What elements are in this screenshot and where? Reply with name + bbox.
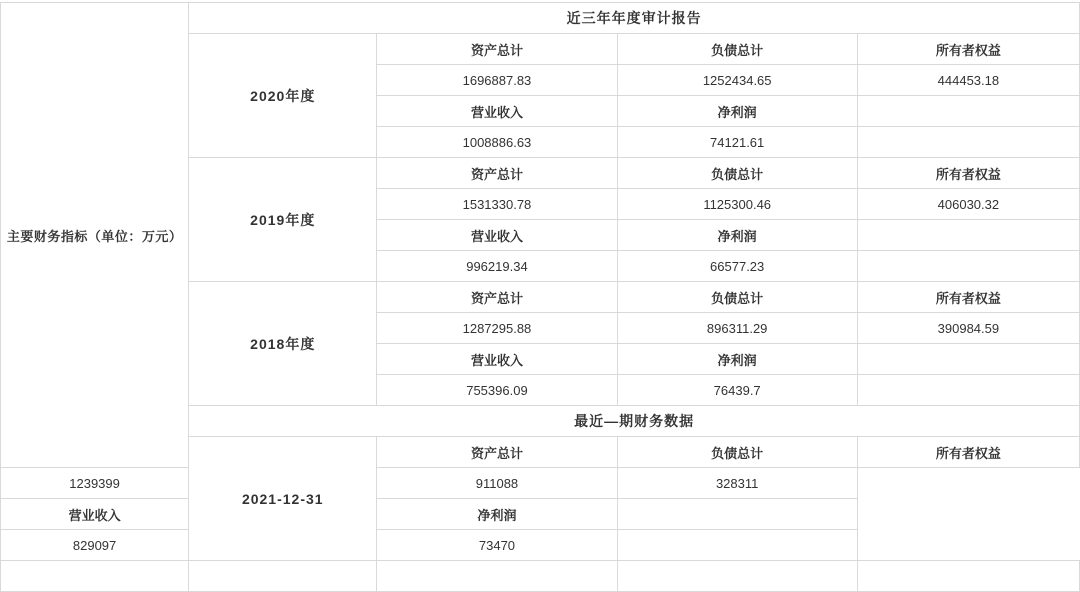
metric-value-owners-equity-latest: 328311 bbox=[617, 468, 857, 499]
row-label-main-financial-indicators: 主要财务指标（单位：万元） bbox=[1, 3, 189, 468]
metric-header-net-profit-2020: 净利润 bbox=[617, 96, 857, 127]
metric-value-net-profit-latest: 73470 bbox=[377, 530, 617, 561]
year-label-2018: 2018年度 bbox=[189, 282, 377, 406]
trailing-cell-d bbox=[857, 561, 1079, 592]
metric-header-owners-equity-2018: 所有者权益 bbox=[857, 282, 1079, 313]
metric-value-total-liabilities-2020: 1252434.65 bbox=[617, 65, 857, 96]
metric-header-total-liabilities-2020: 负债总计 bbox=[617, 34, 857, 65]
metric-header-total-liabilities-latest: 负债总计 bbox=[617, 437, 857, 468]
trailing-cell-c bbox=[617, 561, 857, 592]
metric-value-empty-2018 bbox=[857, 375, 1079, 406]
metric-value-total-liabilities-2019: 1125300.46 bbox=[617, 189, 857, 220]
table-row bbox=[1, 561, 1080, 592]
metric-value-empty-2020 bbox=[857, 127, 1079, 158]
metric-header-total-assets-2018: 资产总计 bbox=[377, 282, 617, 313]
metric-value-empty-latest bbox=[617, 530, 857, 561]
metric-value-operating-revenue-2020: 1008886.63 bbox=[377, 127, 617, 158]
year-label-2020: 2020年度 bbox=[189, 34, 377, 158]
metric-value-net-profit-2019: 66577.23 bbox=[617, 251, 857, 282]
metric-header-net-profit-latest: 净利润 bbox=[377, 499, 617, 530]
metric-header-empty-latest bbox=[617, 499, 857, 530]
table-row bbox=[1, 468, 1080, 499]
metric-header-net-profit-2019: 净利润 bbox=[617, 220, 857, 251]
metric-value-total-liabilities-2018: 896311.29 bbox=[617, 313, 857, 344]
table-row bbox=[1, 3, 1080, 34]
metric-header-operating-revenue-2018: 营业收入 bbox=[377, 344, 617, 375]
metric-header-total-liabilities-2019: 负债总计 bbox=[617, 158, 857, 189]
metric-value-total-liabilities-latest: 911088 bbox=[377, 468, 617, 499]
year-label-2021-12-31: 2021-12-31 bbox=[189, 437, 377, 561]
metric-value-owners-equity-2018: 390984.59 bbox=[857, 313, 1079, 344]
table-row bbox=[1, 530, 1080, 561]
metric-header-owners-equity-2020: 所有者权益 bbox=[857, 34, 1079, 65]
metric-value-total-assets-2018: 1287295.88 bbox=[377, 313, 617, 344]
metric-header-empty-2018 bbox=[857, 344, 1079, 375]
metric-header-total-liabilities-2018: 负债总计 bbox=[617, 282, 857, 313]
metric-value-net-profit-2020: 74121.61 bbox=[617, 127, 857, 158]
metric-header-owners-equity-latest: 所有者权益 bbox=[857, 437, 1079, 468]
table-row bbox=[1, 499, 1080, 530]
metric-header-operating-revenue-2019: 营业收入 bbox=[377, 220, 617, 251]
financial-indicators-table bbox=[0, 2, 1080, 592]
section-title-latest-period: 最近—期财务数据 bbox=[189, 406, 1080, 437]
metric-value-operating-revenue-2018: 755396.09 bbox=[377, 375, 617, 406]
metric-header-empty-2019 bbox=[857, 220, 1079, 251]
metric-value-total-assets-2020: 1696887.83 bbox=[377, 65, 617, 96]
metric-header-operating-revenue-latest: 营业收入 bbox=[1, 499, 189, 530]
metric-header-total-assets-2019: 资产总计 bbox=[377, 158, 617, 189]
metric-header-total-assets-2020: 资产总计 bbox=[377, 34, 617, 65]
year-label-2019: 2019年度 bbox=[189, 158, 377, 282]
metric-value-owners-equity-2020: 444453.18 bbox=[857, 65, 1079, 96]
metric-header-owners-equity-2019: 所有者权益 bbox=[857, 158, 1079, 189]
metric-value-empty-2019 bbox=[857, 251, 1079, 282]
section-title-audited-three-years: 近三年年度审计报告 bbox=[189, 3, 1080, 34]
metric-header-operating-revenue-2020: 营业收入 bbox=[377, 96, 617, 127]
metric-header-net-profit-2018: 净利润 bbox=[617, 344, 857, 375]
metric-value-net-profit-2018: 76439.7 bbox=[617, 375, 857, 406]
trailing-year-cell bbox=[189, 561, 377, 592]
metric-header-empty-2020 bbox=[857, 96, 1079, 127]
metric-header-total-assets-latest: 资产总计 bbox=[377, 437, 617, 468]
trailing-label-cell bbox=[1, 561, 189, 592]
trailing-cell-b bbox=[377, 561, 617, 592]
metric-value-operating-revenue-2019: 996219.34 bbox=[377, 251, 617, 282]
metric-value-owners-equity-2019: 406030.32 bbox=[857, 189, 1079, 220]
metric-value-total-assets-latest: 1239399 bbox=[1, 468, 189, 499]
metric-value-operating-revenue-latest: 829097 bbox=[1, 530, 189, 561]
metric-value-total-assets-2019: 1531330.78 bbox=[377, 189, 617, 220]
